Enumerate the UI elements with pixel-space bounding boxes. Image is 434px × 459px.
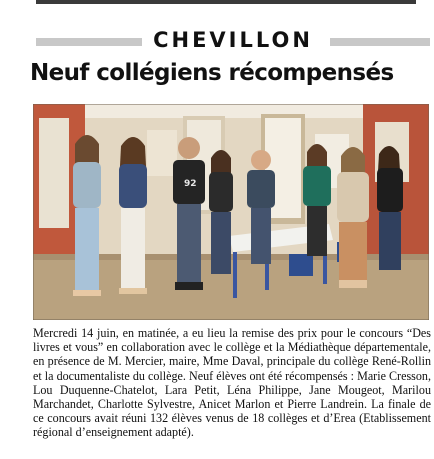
top-rule xyxy=(36,0,416,4)
tshirt-number: 92 xyxy=(184,179,197,189)
headline: Neuf collégiens récompensés xyxy=(30,60,394,86)
kicker-town: CHEVILLON xyxy=(153,28,313,52)
kicker-row xyxy=(36,28,430,52)
photo-illustration xyxy=(33,104,429,320)
article-photo xyxy=(33,104,429,320)
article-body: Mercredi 14 juin, en matinée, a eu lieu la remise des prix pour le concours “Des livres et vous” en collaboration avec le collège et la Médiathèque départementale, en présence de M. Mercier, maire, Mme Daval, principale du collège René-Rollin et la documentaliste du collège. Neuf élèves ont été récompensés : Marie Cresson, Lou Duquenne-Chatelot, Lara Petit, Léna Philippe, Jane Mougeot, Marilou Marchandet, Charlotte Sylvestre, Anicet Marlon et Pierre Landrein. La finale de ce concours avait réuni 132 élèves venus de 18 collèges et d’Erea (Etablissement régional d’enseignement adapté). xyxy=(33,326,431,440)
